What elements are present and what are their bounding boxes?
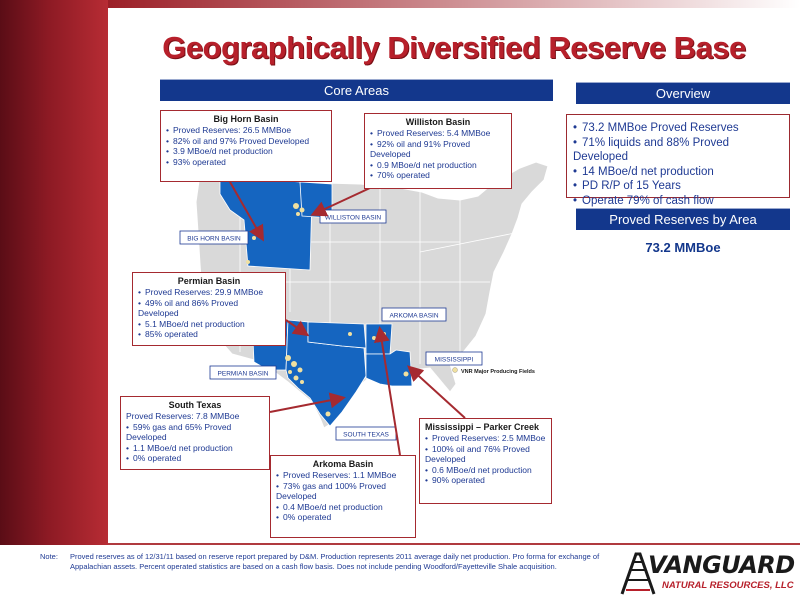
callout-item: • 1.1 MBoe/d net production (126, 443, 264, 454)
callout-item: • 85% operated (138, 329, 280, 340)
overview-item: • PD R/P of 15 Years (573, 179, 783, 194)
callout-item: • 0.9 MBoe/d net production (370, 160, 506, 171)
footer-rule (108, 543, 800, 545)
callout-title: Arkoma Basin (312, 459, 374, 469)
callout-item: • 5.1 MBoe/d net production (138, 319, 280, 330)
overview-header: Overview (576, 82, 790, 104)
callout-title: Permian Basin (177, 276, 241, 286)
overview-item: • 71% liquids and 88% Proved Developed (573, 136, 783, 165)
callout-item: • Proved Reserves: 5.4 MMBoe (370, 128, 506, 139)
callout-mississippi (419, 418, 552, 504)
callout-item: • 90% operated (425, 475, 546, 486)
callout-title: Big Horn Basin (213, 114, 279, 124)
callout-permian (132, 272, 286, 346)
callout-title: Mississippi – Parker Creek (425, 422, 540, 432)
map-label-big-horn: BIG HORN BASIN (187, 235, 241, 243)
louisiana-mississippi (366, 350, 412, 386)
map-label-arkoma: ARKOMA BASIN (389, 312, 439, 320)
callout-item: • 0.4 MBoe/d net production (276, 502, 410, 513)
left-accent-bar (0, 0, 108, 545)
logo-wordmark: VANGUARD (648, 551, 795, 579)
map-label-williston: WILLISTON BASIN (324, 214, 382, 222)
callout-item: • Proved Reserves: 26.5 MMBoe (166, 125, 326, 136)
overview-item: • Operate 79% of cash flow (573, 194, 783, 209)
company-logo (618, 550, 794, 596)
legend-marker (453, 368, 458, 373)
callout-item: • 82% oil and 97% Proved Developed (166, 136, 326, 147)
callout-item: • 0% operated (126, 453, 264, 464)
overview-box (566, 114, 790, 207)
callout-south-texas (120, 396, 270, 470)
map-label-permian: PERMIAN BASIN (217, 370, 269, 378)
callout-item: • Proved Reserves: 2.5 MMBoe (425, 433, 546, 444)
callout-item: • Proved Reserves: 1.1 MMBoe (276, 470, 410, 481)
callout-subtitle: Proved Reserves: 7.8 MMBoe (126, 411, 240, 421)
callout-title: Williston Basin (405, 117, 471, 127)
arkansas (366, 324, 392, 354)
footnote-text: Proved reserves as of 12/31/11 based on reserve report prepared by D&M. Production represents 2011 average daily net production. Pro forma for exchange of Appalachian assets. Percent operated statistics are based on a cash flow basis. Does not include pending Woodford/Fayetteville Shale acquisition. (70, 552, 600, 571)
callout-item: • 59% gas and 65% Proved Developed (126, 422, 264, 443)
callout-item: • 73% gas and 100% Proved Developed (276, 481, 410, 502)
callout-item: • Proved Reserves: 29.9 MMBoe (138, 287, 280, 298)
callout-item: • 70% operated (370, 170, 506, 181)
overview-item: • 73.2 MMBoe Proved Reserves (573, 121, 783, 136)
overview-list (573, 121, 783, 208)
logo-subtitle: NATURAL RESOURCES, LLC (662, 580, 794, 591)
callout-item: • 93% operated (166, 157, 326, 168)
callout-item: • 49% oil and 86% Proved Developed (138, 298, 280, 319)
callout-item: • 92% oil and 91% Proved Developed (370, 139, 506, 160)
overview-item: • 14 MBoe/d net production (573, 165, 783, 180)
proved-total: 73.2 MMBoe (645, 240, 721, 255)
footnote-label: Note: (40, 552, 58, 561)
proved-by-area-header: Proved Reserves by Area (576, 208, 790, 230)
callout-item: • 0.6 MBoe/d net production (425, 465, 546, 476)
callout-williston (364, 113, 512, 189)
callout-item: • 0% operated (276, 512, 410, 523)
callout-item: • 100% oil and 76% Proved Developed (425, 444, 546, 465)
callout-arkoma (270, 455, 416, 538)
map-label-mississippi: MISSISSIPPI (434, 356, 474, 364)
callout-big-horn (160, 110, 332, 182)
core-areas-header: Core Areas (160, 79, 553, 101)
map-label-south-texas: SOUTH TEXAS (343, 431, 389, 439)
legend-label: VNR Major Producing Fields (461, 369, 535, 375)
slide-title: Geographically Diversified Reserve Base (162, 30, 746, 65)
top-accent-strip (108, 0, 800, 8)
callout-title: South Texas (168, 400, 222, 410)
callout-item: • 3.9 MBoe/d net production (166, 146, 326, 157)
